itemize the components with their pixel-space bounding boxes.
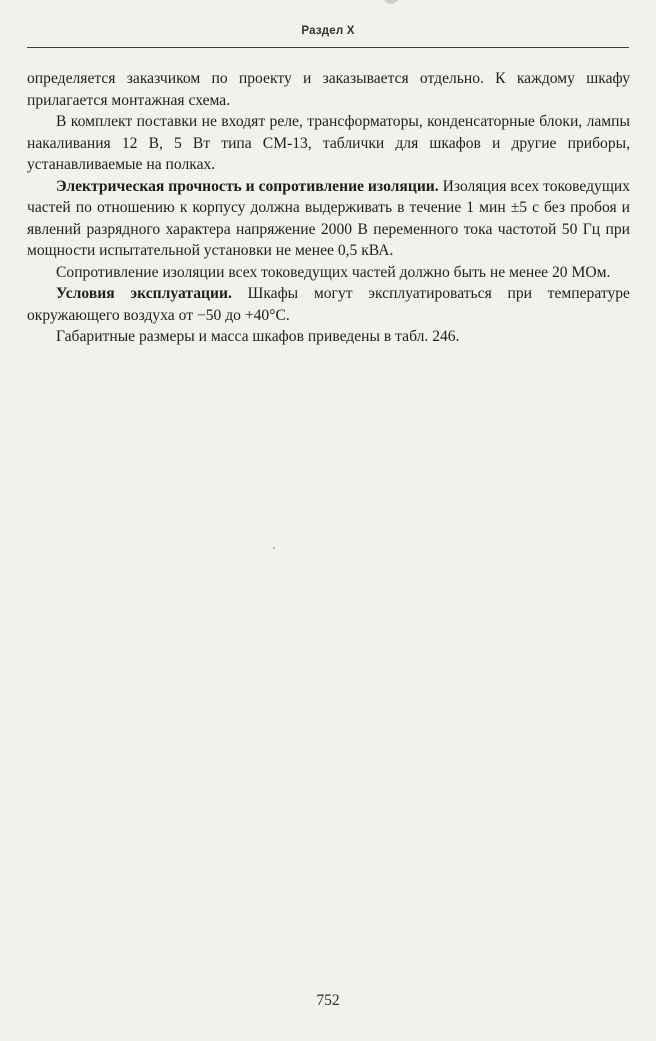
- paragraph-lead: Электрическая прочность и сопротивление изоляции.: [56, 177, 439, 195]
- paragraph: [27, 262, 630, 284]
- paragraph: [27, 176, 630, 262]
- running-head: Раздел X: [301, 25, 355, 37]
- paragraph-text: Шкафы могут эксплуатироваться при температуре окружающего воздуха от −50 до +40°С.: [27, 285, 630, 324]
- page-top-mark: [383, 0, 399, 4]
- paragraph-lead: Условия эксплуатации.: [56, 285, 232, 302]
- page-number: 752: [316, 992, 340, 1009]
- paragraph: [27, 326, 630, 348]
- paragraph-text: Сопротивление изоляции всех токоведущих частей должно быть не менее 20 МОм.: [56, 263, 611, 281]
- paragraph: [27, 111, 630, 176]
- paragraph-text: В комплект поставки не входят реле, трансформаторы, конденсаторные блоки, лампы накаливания 12 В, 5 Вт типа СМ-13, таблички для шкафов и другие приборы, устанавливаемые на полках.: [27, 113, 630, 173]
- paragraph-text: Изоляция всех токоведущих частей по отношению к корпусу должна выдерживать в течение 1 мин ±5 с без пробоя и явлений разрядного характера напряжение 2000 В переменного тока частотой 50 Гц при мощности испытательной установки не менее 0,5 кВА.: [27, 177, 630, 259]
- paragraph-text: Габаритные размеры и масса шкафов приведены в табл. 246.: [56, 328, 460, 345]
- paragraph: [27, 283, 630, 326]
- paragraph-text: определяется заказчиком по проекту и заказывается отдельно. К каждому шкафу прилагается монтажная схема.: [27, 70, 630, 109]
- header-rule: [27, 47, 629, 48]
- paragraph: [27, 68, 630, 111]
- paper-speck: [273, 547, 275, 549]
- body-text: [27, 68, 630, 348]
